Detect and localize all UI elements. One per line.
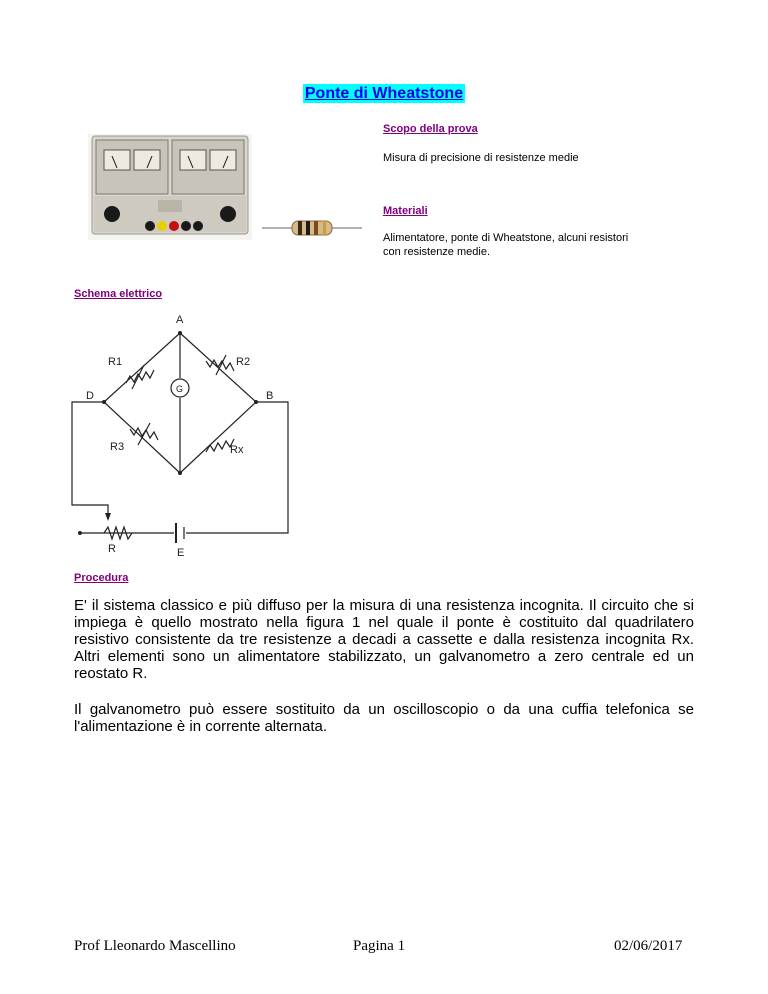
schema-heading: Schema elettrico	[74, 288, 163, 300]
label-e: E	[177, 547, 185, 559]
footer-date: 02/06/2017	[614, 938, 683, 954]
procedura-paragraph-1: E' il sistema classico e più diffuso per la misura di una resistenza incognita. Il circuito che si impiega è quello mostrato nella figura 1 nel quale il ponte è costituito dal quadrilatero resistivo consistente da tre resistenze a decadi a cassette e dalla resistenza incognita Rx. Altri elementi sono un alimentatore stabilizzato, un galvanometro a zero centrale ed un reostato R.	[74, 597, 694, 682]
footer-page-number: Pagina 1	[353, 938, 406, 954]
label-a: A	[176, 314, 184, 326]
materiali-heading: Materiali	[383, 205, 428, 217]
label-r2: R2	[236, 356, 251, 368]
label-r: R	[108, 543, 116, 555]
procedura-paragraph-2: Il galvanometro può essere sostituito da un oscilloscopio o da una cuffia telefonica se l'alimentazione è in corrente alternata.	[74, 701, 694, 735]
wire-b-c	[180, 402, 256, 473]
materiali-text-line1: Alimentatore, ponte di Wheatstone, alcuni resistori	[383, 232, 629, 244]
wheatstone-circuit-diagram	[60, 305, 300, 560]
label-r1: R1	[108, 356, 123, 368]
label-rx: Rx	[230, 444, 244, 456]
label-d: D	[86, 390, 94, 402]
page-title	[0, 85, 768, 103]
footer-author: Prof Lleonardo Mascellino	[74, 938, 236, 954]
scopo-heading: Scopo della prova	[383, 123, 478, 135]
materiali-text-line2: con resistenze medie.	[383, 246, 490, 258]
label-g: G	[176, 384, 184, 394]
procedura-heading: Procedura	[74, 572, 129, 584]
power-supply-image	[88, 130, 254, 244]
scopo-text: Misura di precisione di resistenze medie	[383, 152, 579, 164]
label-r3: R3	[110, 441, 125, 453]
title-link[interactable]: Ponte di Wheatstone	[304, 85, 464, 102]
resistor-image	[262, 213, 362, 243]
label-b: B	[266, 390, 274, 402]
